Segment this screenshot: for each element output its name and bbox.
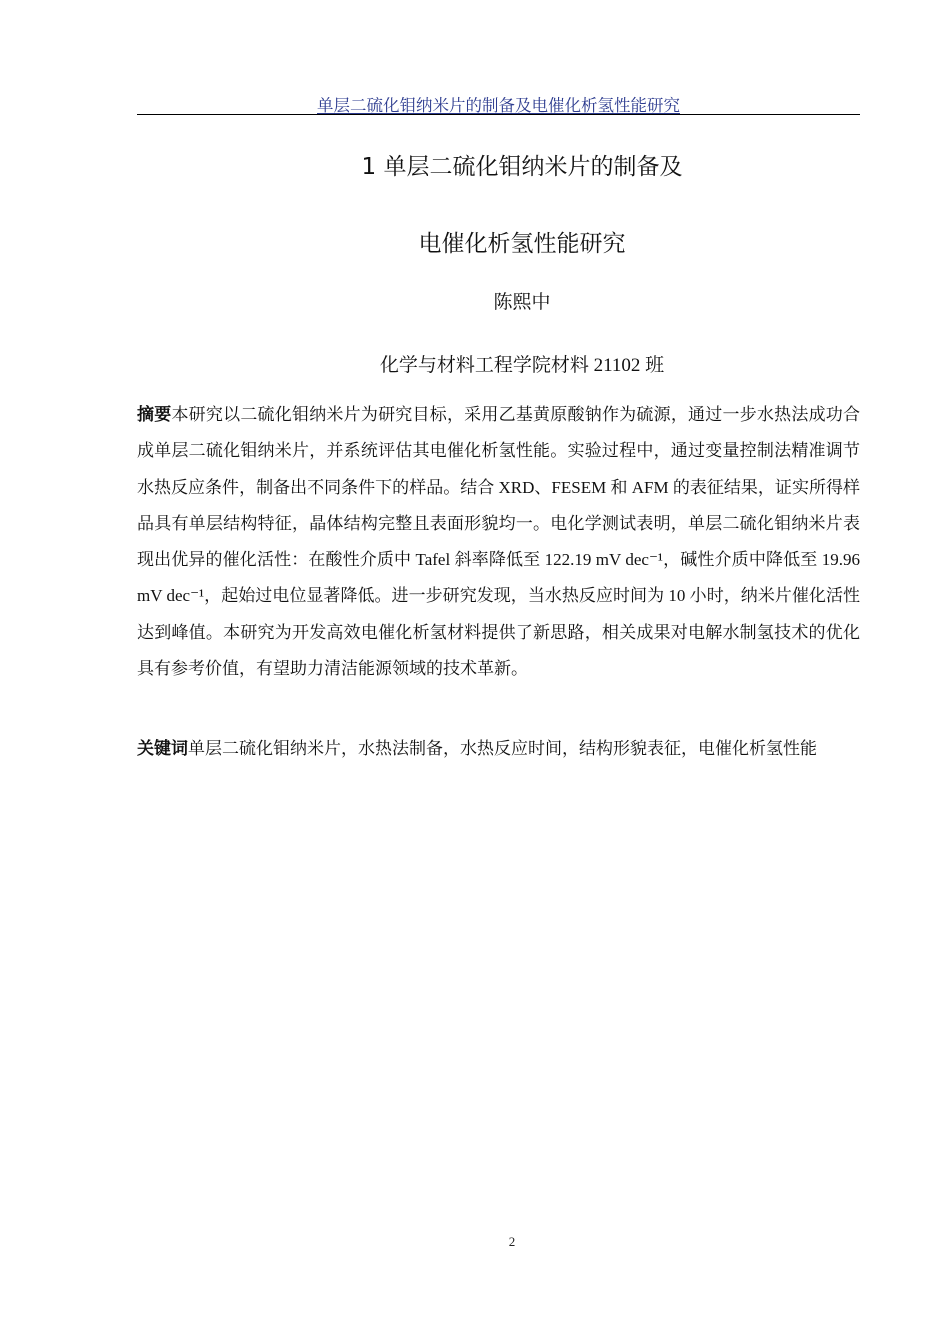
header-rule xyxy=(137,114,860,115)
abstract-text: 本研究以二硫化钼纳米片为研究目标，采用乙基黄原酸钠作为硫源，通过一步水热法成功合成单层二硫化钼纳米片，并系统评估其电催化析氢性能。实验过程中，通过变量控制法精准调节水热反应条件，制备出不同条件下的样品。结合 XRD、FESEM 和 AFM 的表征结果，证实所得样品具有单层结构特征，晶体结构完整且表面形貌均一。电化学测试表明，单层二硫化钼纳米片表现出优异的催化活性：在酸性介质中 Tafel 斜率降低至 122.19 mV dec⁻¹，碱性介质中降低至 19.96 mV dec⁻¹，起始过电位显著降低。进一步研究发现，当水热反应时间为 10 小时，纳米片催化活性达到峰值。本研究为开发高效电催化析氢材料提供了新思路，相关成果对电解水制氢技术的优化具有参考价值，有望助力清洁能源领域的技术革新。 xyxy=(137,405,861,679)
author-name: 陈熙中 xyxy=(493,292,551,313)
paper-title-line-2: 电催化析氢性能研究 xyxy=(418,231,626,257)
page-number: 2 xyxy=(508,1234,516,1249)
keywords-text: 单层二硫化钼纳米片，水热法制备，水热反应时间，结构形貌表征，电催化析氢性能 xyxy=(188,739,817,758)
author-affiliation: 化学与材料工程学院材料 21102 班 xyxy=(379,355,665,376)
running-header-title: 单层二硫化钼纳米片的制备及电催化析氢性能研究 xyxy=(317,96,680,115)
keywords-paragraph xyxy=(137,731,860,767)
abstract-paragraph xyxy=(137,397,860,687)
abstract-label: 摘要 xyxy=(137,405,172,425)
keywords-label: 关键词 xyxy=(137,739,188,759)
paper-title-line-1: 1 单层二硫化钼纳米片的制备及 xyxy=(361,154,683,180)
